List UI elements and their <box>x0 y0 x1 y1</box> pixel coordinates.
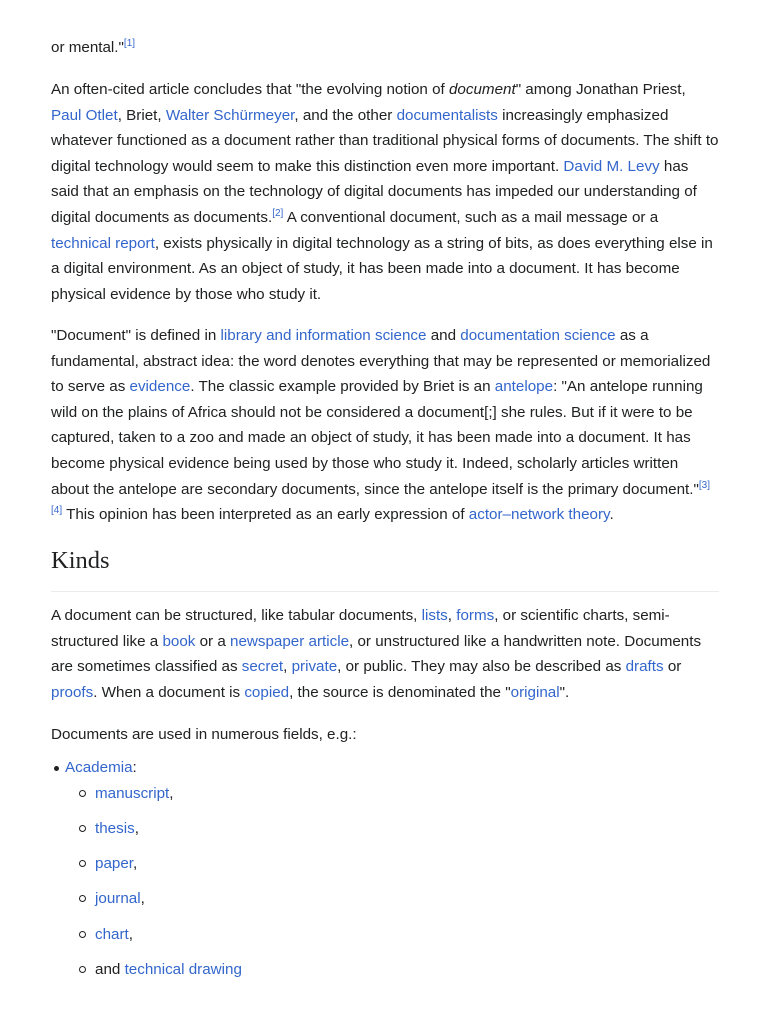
text-run: , <box>128 925 133 943</box>
text-run: , <box>140 890 145 908</box>
emphasis-text: document <box>448 81 516 98</box>
text-run: , or unstructured like a handwritten note. Documents are sometimes classified as <box>51 632 702 676</box>
citation-1-link[interactable]: [1] <box>123 37 136 49</box>
text-run: , or public. They may also be described as <box>337 658 626 676</box>
list-item-academia <box>65 755 242 992</box>
text-run: , or scientific charts, semi-structured like a <box>51 607 670 650</box>
link-documentation-science[interactable]: documentation science <box>460 327 616 344</box>
link-david-levy[interactable]: David M. Levy <box>563 157 660 175</box>
text-run: , the source is denominated the " <box>289 683 511 701</box>
link-academia[interactable]: Academia <box>65 759 133 776</box>
link-technical-drawing[interactable]: technical drawing <box>124 961 242 979</box>
link-book[interactable]: book <box>162 632 196 650</box>
academia-sublist <box>65 781 242 993</box>
link-paul-otlet[interactable]: Paul Otlet <box>51 106 118 124</box>
text-run: . The classic example provided by Briet is an <box>190 378 495 396</box>
text-run: , Briet, <box>117 106 166 124</box>
link-forms[interactable]: forms <box>456 607 495 624</box>
link-secret[interactable]: secret <box>241 658 284 676</box>
text-run: , exists physically in digital technology as a string of bits, as does everything else in a digital environment. As an object of study, it has been made into a document. It has become physical evidence by those who study it. <box>51 234 713 303</box>
text-run: as a fundamental, abstract idea: the word denotes everything that may be represented or memorialized to serve as <box>51 327 711 396</box>
text-run: " among Jonathan Priest, <box>515 81 686 98</box>
link-journal[interactable]: journal <box>95 890 141 908</box>
link-copied[interactable]: copied <box>244 683 290 701</box>
link-proofs[interactable]: proofs <box>51 683 94 701</box>
text-run: , and the other <box>294 106 397 124</box>
text-run: , <box>447 607 457 624</box>
link-actor-network-theory[interactable]: actor–network theory <box>468 506 610 524</box>
list-item <box>95 816 242 851</box>
link-drafts[interactable]: drafts <box>625 658 664 676</box>
list-item <box>95 886 242 921</box>
link-thesis[interactable]: thesis <box>95 819 135 837</box>
link-antelope[interactable]: antelope <box>494 378 554 396</box>
paragraph-fragment <box>51 35 719 61</box>
link-paper[interactable]: paper <box>95 855 134 873</box>
text-run: has said that an emphasis on the technology of digital documents has impeded our understanding of digital documents as documents. <box>51 157 697 226</box>
list-item <box>95 957 242 992</box>
text-run: "Document" is defined in <box>51 327 221 344</box>
text-run: and <box>95 961 125 979</box>
text-run: , <box>169 784 174 802</box>
fields-list <box>51 755 242 992</box>
text-run: or mental." <box>51 39 124 56</box>
link-lists[interactable]: lists <box>421 607 448 624</box>
link-original[interactable]: original <box>510 683 560 701</box>
link-technical-report[interactable]: technical report <box>51 234 155 252</box>
text-run: An often-cited article concludes that "the evolving notion of <box>51 81 449 98</box>
link-chart[interactable]: chart <box>95 925 129 943</box>
text-run: and <box>426 327 461 344</box>
list-item <box>95 922 242 957</box>
paragraph-digital-documents <box>51 77 719 307</box>
link-newspaper-article[interactable]: newspaper article <box>230 632 350 650</box>
list-item <box>95 851 242 886</box>
link-documentalists[interactable]: documentalists <box>396 106 498 124</box>
text-run: A conventional document, such as a mail message or a <box>283 208 659 226</box>
link-walter-schurmeyer[interactable]: Walter Schürmeyer <box>165 106 295 124</box>
text-run: This opinion has been interpreted as an early expression of <box>62 506 469 524</box>
list-item <box>95 781 242 816</box>
text-run: : <box>132 759 137 776</box>
paragraph-document-definition <box>51 323 719 528</box>
link-library-information-science[interactable]: library and information science <box>220 327 427 344</box>
text-run: . <box>609 506 614 524</box>
text-run: . When a document is <box>93 683 245 701</box>
text-run: or <box>663 658 682 676</box>
text-run: ". <box>559 683 570 701</box>
citation-3-link[interactable]: [3] <box>698 479 710 491</box>
link-private[interactable]: private <box>291 658 338 676</box>
text-run: or a <box>195 632 230 650</box>
link-manuscript[interactable]: manuscript <box>95 784 170 802</box>
section-heading-kinds: Kinds <box>51 544 719 592</box>
paragraph-fields-intro: Documents are used in numerous fields, e.g.: <box>51 726 357 743</box>
text-run: , <box>283 658 292 676</box>
text-run: : "An antelope running wild on the plains of Africa should not be considered a document[;] she rules. But if it were to be captured, taken to a zoo and made an object of study, it has been made into a document. It has become physical evidence being used by those who study it. Indeed, scholarly articles written about the antelope are secondary documents, since the antelope itself is the primary document." <box>51 378 703 498</box>
text-run: increasingly emphasized whatever functioned as a document rather than traditional physical forms of documents. The shift to digital technology would seem to make this distinction even more important. <box>51 106 719 175</box>
text-run: A document can be structured, like tabular documents, <box>51 607 422 624</box>
citation-4-link[interactable]: [4] <box>51 505 63 517</box>
citation-2-link[interactable]: [2] <box>272 207 284 219</box>
link-evidence[interactable]: evidence <box>129 378 191 396</box>
paragraph-kinds <box>51 603 719 705</box>
text-run: , <box>133 855 138 873</box>
text-run: , <box>134 819 139 837</box>
